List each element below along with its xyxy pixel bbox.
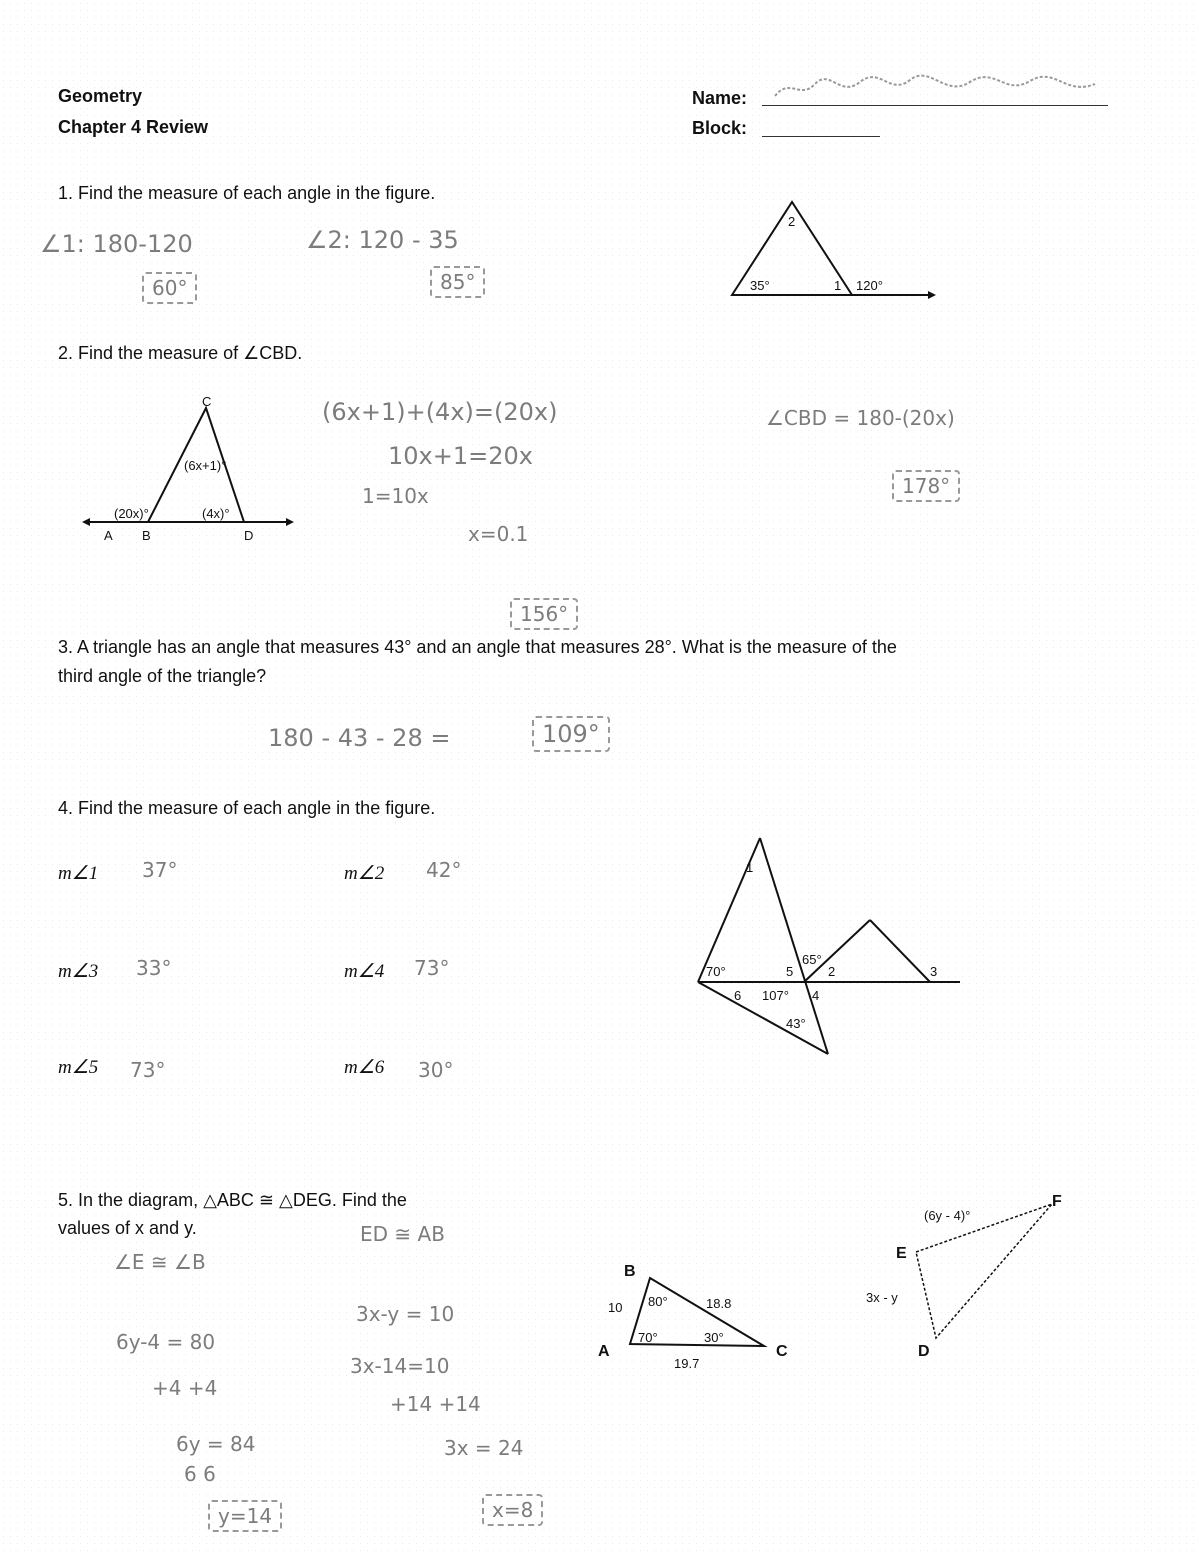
q5-left-work-5: 6 6: [184, 1462, 216, 1486]
q2-work-line4: x=0.1: [468, 522, 529, 546]
q1-triangle-figure: [720, 190, 950, 310]
q5-mid-work-3: 3x-14=10: [350, 1354, 450, 1378]
q5-point-D: D: [918, 1343, 930, 1360]
q4-answer-3: 33°: [136, 956, 172, 980]
q4-angle-43-label: 43°: [786, 1016, 806, 1031]
q2-side-answer: 178°: [892, 470, 960, 502]
q5-point-A: A: [598, 1343, 610, 1360]
q5-mid-work-4: +14 +14: [390, 1392, 481, 1416]
q3-prompt-line2: third angle of the triangle?: [58, 666, 267, 686]
q4-angle6-label: 6: [734, 988, 742, 1003]
q5-mid-work-2: 3x-y = 10: [356, 1302, 455, 1326]
q1-angle2-work: ∠2: 120 - 35: [306, 226, 459, 254]
q5-point-B: B: [624, 1263, 636, 1280]
q4-angle3-label: 3: [930, 964, 938, 979]
q5-side-AC: 19.7: [674, 1356, 700, 1371]
q1-angle1-answer: 60°: [142, 272, 197, 304]
q5-mid-work-5: 3x = 24: [444, 1436, 524, 1460]
q2-angle-left-label: (20x)°: [114, 506, 149, 521]
q5-side-BC: 18.8: [706, 1296, 732, 1311]
q5-triangle-abc-figure: [592, 1262, 802, 1382]
q2-work-line2: 10x+1=20x: [388, 442, 533, 470]
q1-exterior-label: 120°: [856, 278, 883, 293]
q5-side-EF: (6y - 4)°: [924, 1208, 971, 1223]
q5-left-work-2: 6y-4 = 80: [116, 1330, 216, 1354]
q2-point-A: A: [104, 528, 113, 543]
q3-answer: 109°: [532, 716, 610, 752]
q4-angle-107-label: 107°: [762, 988, 789, 1003]
q5-left-work-1: ∠E ≅ ∠B: [114, 1250, 206, 1274]
name-label: Name:: [692, 88, 748, 108]
q5-y-answer: y=14: [208, 1500, 282, 1532]
q2-side-work: ∠CBD = 180-(20x): [766, 406, 955, 430]
q4-answer-1: 37°: [142, 858, 178, 882]
q4-angle-65-label: 65°: [802, 952, 822, 967]
q4-answer-2: 42°: [426, 858, 462, 882]
q2-point-B: B: [142, 528, 151, 543]
q3-work: 180 - 43 - 28 =: [268, 724, 451, 752]
q2-point-C: C: [202, 394, 212, 409]
q1-angle2-answer: 85°: [430, 266, 485, 298]
q5-side-AB: 10: [608, 1300, 623, 1315]
q2-angle-right-label: (4x)°: [202, 506, 230, 521]
q5-left-work-3: +4 +4: [152, 1376, 218, 1400]
q4-angle2-label: 2: [828, 964, 836, 979]
q5-triangle-def-figure: [856, 1190, 1086, 1360]
q2-answer: 156°: [510, 598, 578, 630]
q4-label-2: m∠2: [344, 863, 385, 884]
q1-angle1-work: ∠1: 180-120: [40, 230, 193, 258]
q2-angle-top-label: (6x+1)°: [184, 458, 227, 473]
q4-angle-70-label: 70°: [706, 964, 726, 979]
q5-left-work-4: 6y = 84: [176, 1432, 256, 1456]
q5-angle-A: 70°: [638, 1330, 658, 1345]
q4-angle4-label: 4: [812, 988, 820, 1003]
q2-prompt: 2. Find the measure of ∠CBD.: [58, 343, 303, 363]
q4-answer-6: 30°: [418, 1058, 454, 1082]
block-label: Block:: [692, 118, 748, 138]
q1-angle2-label: 2: [788, 214, 796, 229]
q5-point-E: E: [896, 1245, 907, 1262]
q4-label-5: m∠5: [58, 1057, 99, 1078]
q1-angle1-label: 1: [834, 278, 842, 293]
q4-triangle-figure: [694, 832, 964, 1062]
q5-point-F: F: [1052, 1193, 1062, 1210]
q2-triangle-figure: [86, 394, 296, 548]
q5-mid-work-1: ED ≅ AB: [360, 1222, 445, 1246]
q1-prompt: 1. Find the measure of each angle in the figure.: [58, 183, 436, 203]
name-line: [762, 104, 1108, 106]
q2-point-D: D: [244, 528, 254, 543]
q4-label-4: m∠4: [344, 961, 385, 982]
q5-prompt-line2: values of x and y.: [58, 1218, 197, 1238]
q5-side-ED: 3x - y: [866, 1290, 898, 1305]
q4-label-6: m∠6: [344, 1057, 385, 1078]
q4-angle1-label: 1: [746, 860, 754, 875]
block-line: [762, 135, 880, 137]
chapter-title: Chapter 4 Review: [58, 117, 209, 137]
q5-angle-B: 80°: [648, 1294, 668, 1309]
q4-label-3: m∠3: [58, 961, 99, 982]
q2-work-line3: 1=10x: [362, 484, 429, 508]
q5-x-answer: x=8: [482, 1494, 543, 1526]
q5-angle-C: 30°: [704, 1330, 724, 1345]
q4-answer-5: 73°: [130, 1058, 166, 1082]
q1-angle-35-label: 35°: [750, 278, 770, 293]
q5-prompt-line1: 5. In the diagram, △ABC ≅ △DEG. Find the: [58, 1190, 407, 1210]
q3-prompt-line1: 3. A triangle has an angle that measures 43° and an angle that measures 28°. What is the measure of the: [58, 637, 897, 657]
q5-point-C: C: [776, 1343, 788, 1360]
q4-angle5-label: 5: [786, 964, 794, 979]
q4-answer-4: 73°: [414, 956, 450, 980]
course-title: Geometry: [58, 86, 143, 106]
q4-prompt: 4. Find the measure of each angle in the figure.: [58, 798, 436, 818]
q4-label-1: m∠1: [58, 863, 99, 884]
q2-work-line1: (6x+1)+(4x)=(20x): [322, 398, 558, 426]
name-signature-scribble: [770, 72, 1100, 104]
